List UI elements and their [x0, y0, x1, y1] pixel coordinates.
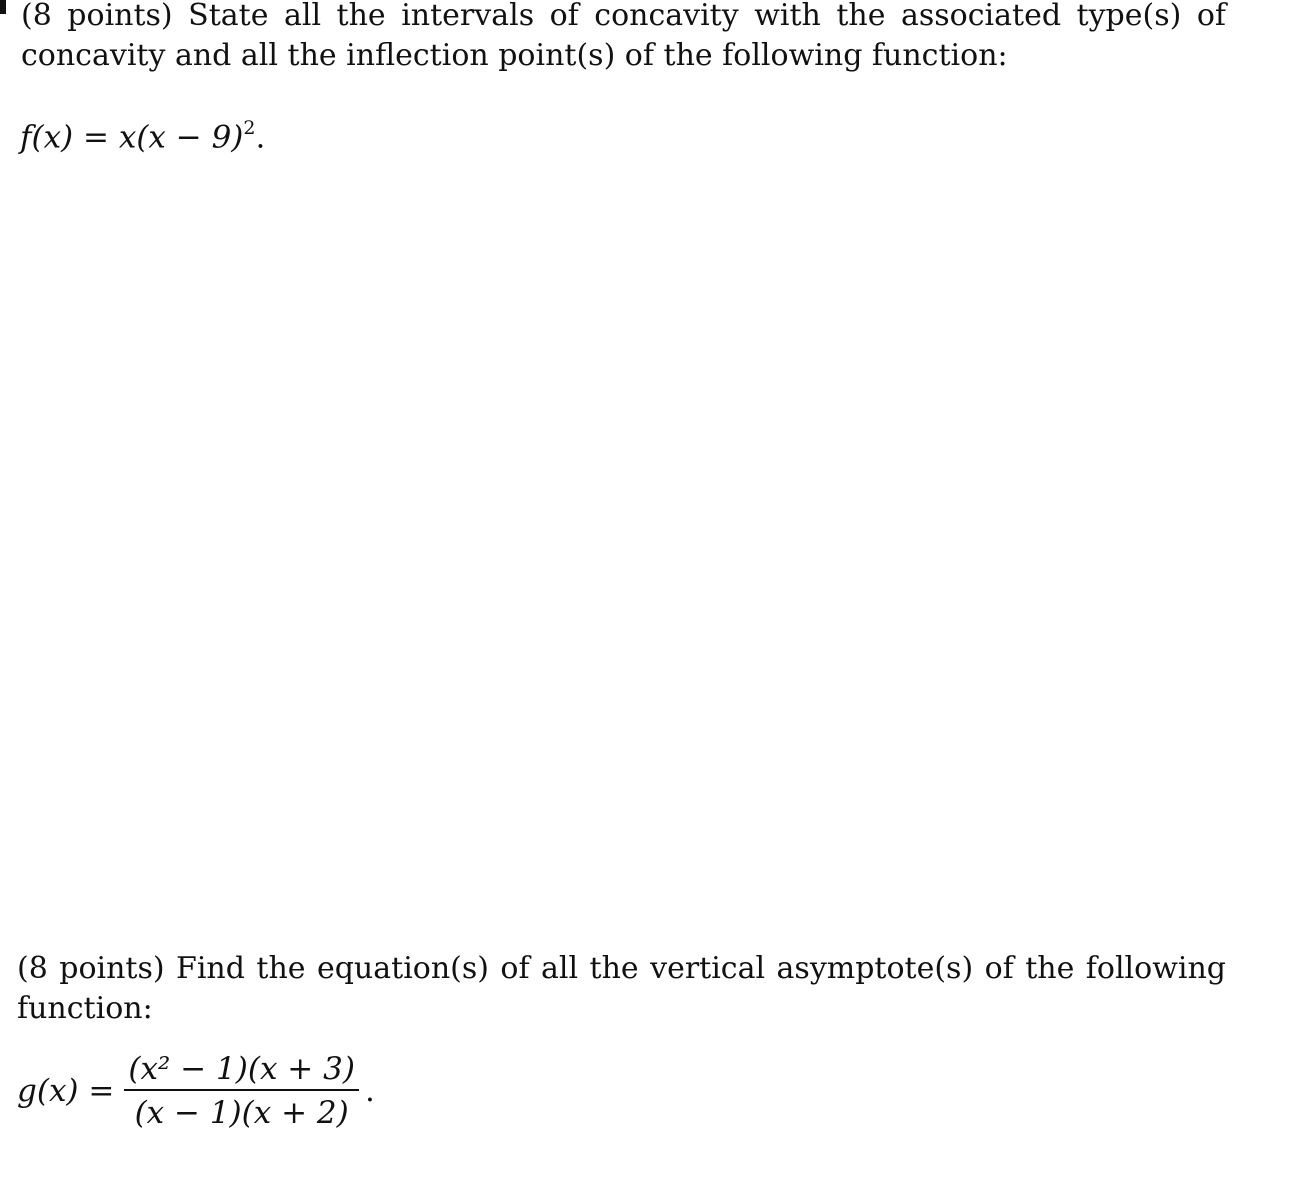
problem-1-formula — [20, 110, 265, 157]
fraction-bar — [124, 1089, 359, 1091]
formula-f-x: x — [118, 119, 137, 156]
problem-1-statement: (8 points) State all the intervals of concavity with the associated type(s) of concavity and all the inflection point(s) of the following function: — [21, 0, 1226, 73]
formula-g-fraction — [124, 1050, 359, 1132]
formula-f-period: . — [255, 119, 266, 156]
formula-g-numerator: (x² − 1)(x + 3) — [128, 1051, 355, 1087]
problem-2-formula — [17, 1050, 375, 1132]
formula-f-exponent: 2 — [243, 117, 256, 139]
formula-g-period: . — [364, 1073, 375, 1109]
formula-g-lhs: g(x) = — [17, 1073, 115, 1109]
page-edge-mark — [0, 0, 6, 14]
formula-f-lhs: f(x) = — [20, 119, 119, 156]
formula-f-paren: (x − 9) — [136, 119, 244, 156]
problem-2-statement: (8 points) Find the equation(s) of all the vertical asymptote(s) of the following function: — [17, 951, 1226, 1026]
formula-g-denominator: (x − 1)(x + 2) — [134, 1095, 349, 1131]
